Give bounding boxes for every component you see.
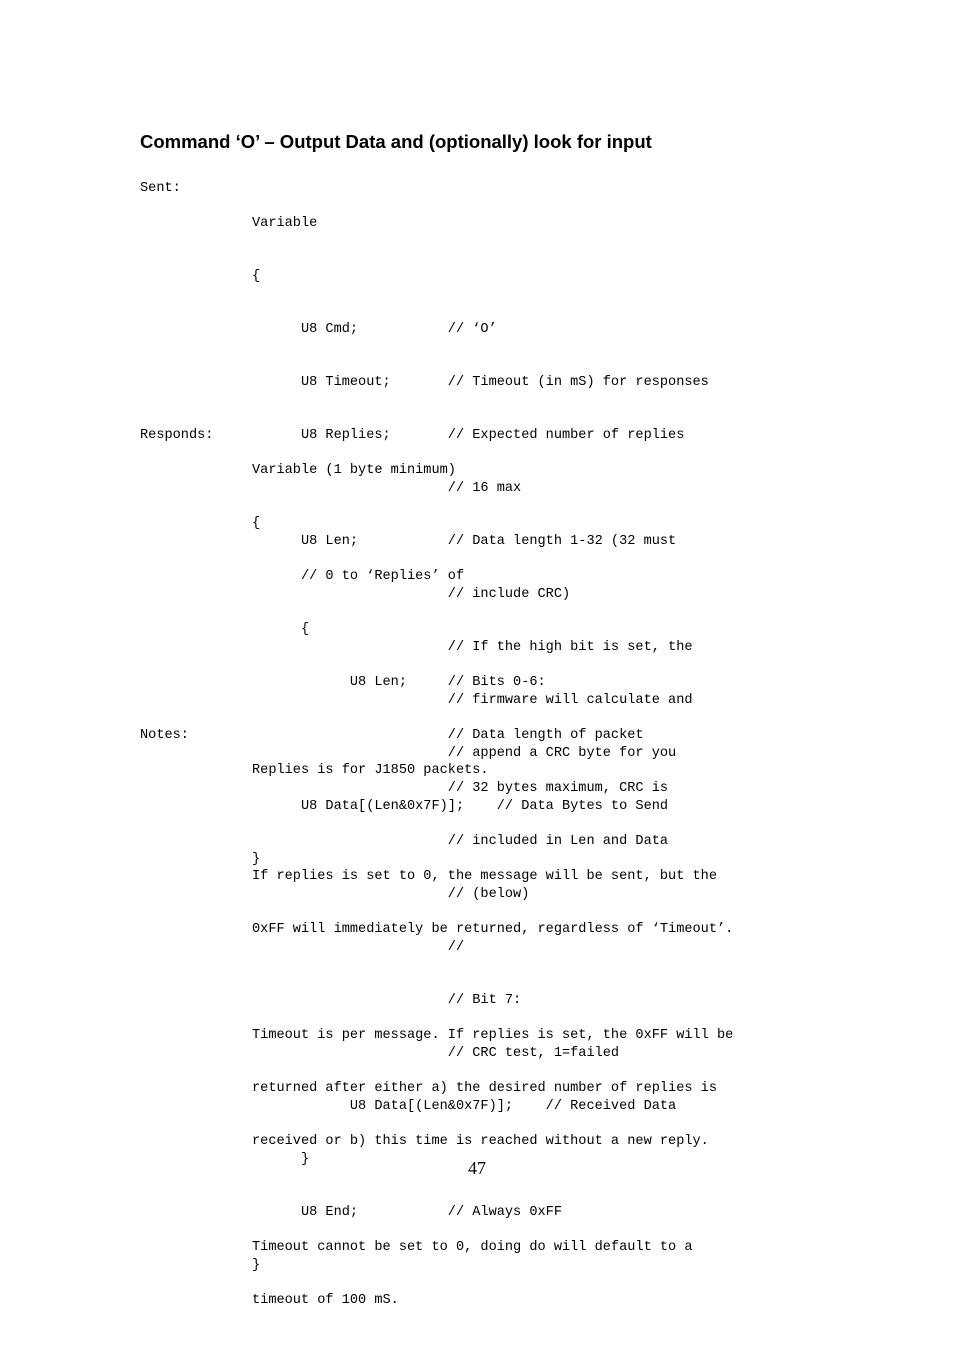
note-line (252, 974, 733, 992)
note-line: received or b) this time is reached without a new reply. (252, 1133, 709, 1149)
section-heading: Command ‘O’ – Output Data and (optionally) look for input (140, 131, 652, 152)
note-line: Replies is for J1850 packets. (252, 763, 489, 779)
code-line: // 32 bytes maximum, CRC is (252, 781, 669, 797)
page-number: 47 (468, 1158, 486, 1178)
note-line: returned after either a) the desired number of replies is (252, 1081, 717, 1097)
responds-label: Responds: (140, 428, 214, 443)
code-line: U8 Data[(Len&0x7F)]; // Received Data (252, 1098, 677, 1114)
code-line: U8 Timeout; // Timeout (in mS) for responses (252, 375, 709, 391)
note-line: If replies is set to 0, the message will be sent, but the (252, 869, 717, 885)
note-line (252, 815, 733, 833)
code-line: U8 Data[(Len&0x7F)]; // Data Bytes to Send (252, 798, 669, 814)
code-line: // (below) (252, 886, 530, 902)
note-line: timeout of 100 mS. (252, 1292, 399, 1308)
code-line: U8 Cmd; // ‘O’ (252, 322, 497, 338)
note-line: 0xFF will immediately be returned, regardless of ‘Timeout’. (252, 922, 734, 938)
sent-label: Sent: (140, 181, 181, 196)
notes-label: Notes: (140, 728, 189, 743)
code-line: } (252, 1257, 261, 1273)
code-line: // firmware will calculate and (252, 692, 693, 708)
code-line: } (252, 851, 261, 867)
code-line: U8 Len; // Bits 0-6: (252, 675, 546, 691)
code-line: // 16 max (252, 481, 522, 497)
code-line: U8 Len; // Data length 1-32 (32 must (252, 534, 677, 550)
note-line: Timeout is per message. If replies is set, the 0xFF will be (252, 1028, 734, 1044)
code-line: } (252, 1151, 310, 1167)
code-line: // If the high bit is set, the (252, 639, 693, 655)
code-line: // CRC test, 1=failed (252, 1045, 620, 1061)
note-line: Timeout cannot be set to 0, doing do will default to a (252, 1239, 693, 1255)
code-line: U8 End; // Always 0xFF (252, 1204, 562, 1220)
code-line: { (252, 516, 261, 532)
code-line: // 0 to ‘Replies’ of (252, 569, 465, 585)
code-line: // (252, 939, 465, 955)
code-line: // included in Len and Data (252, 833, 669, 849)
code-line: U8 Replies; // Expected number of replies (252, 428, 685, 444)
code-line: { (252, 269, 261, 285)
code-line: Variable (1 byte minimum) (252, 463, 456, 479)
code-line: Variable (252, 216, 318, 232)
code-line: { (252, 622, 310, 638)
note-line (252, 1186, 733, 1204)
code-line: // Bit 7: (252, 992, 522, 1008)
notes-text-block (252, 727, 733, 1345)
code-line: // append a CRC byte for you (252, 745, 677, 761)
code-line: // include CRC) (252, 586, 571, 602)
code-line: // Data length of packet (252, 728, 644, 744)
